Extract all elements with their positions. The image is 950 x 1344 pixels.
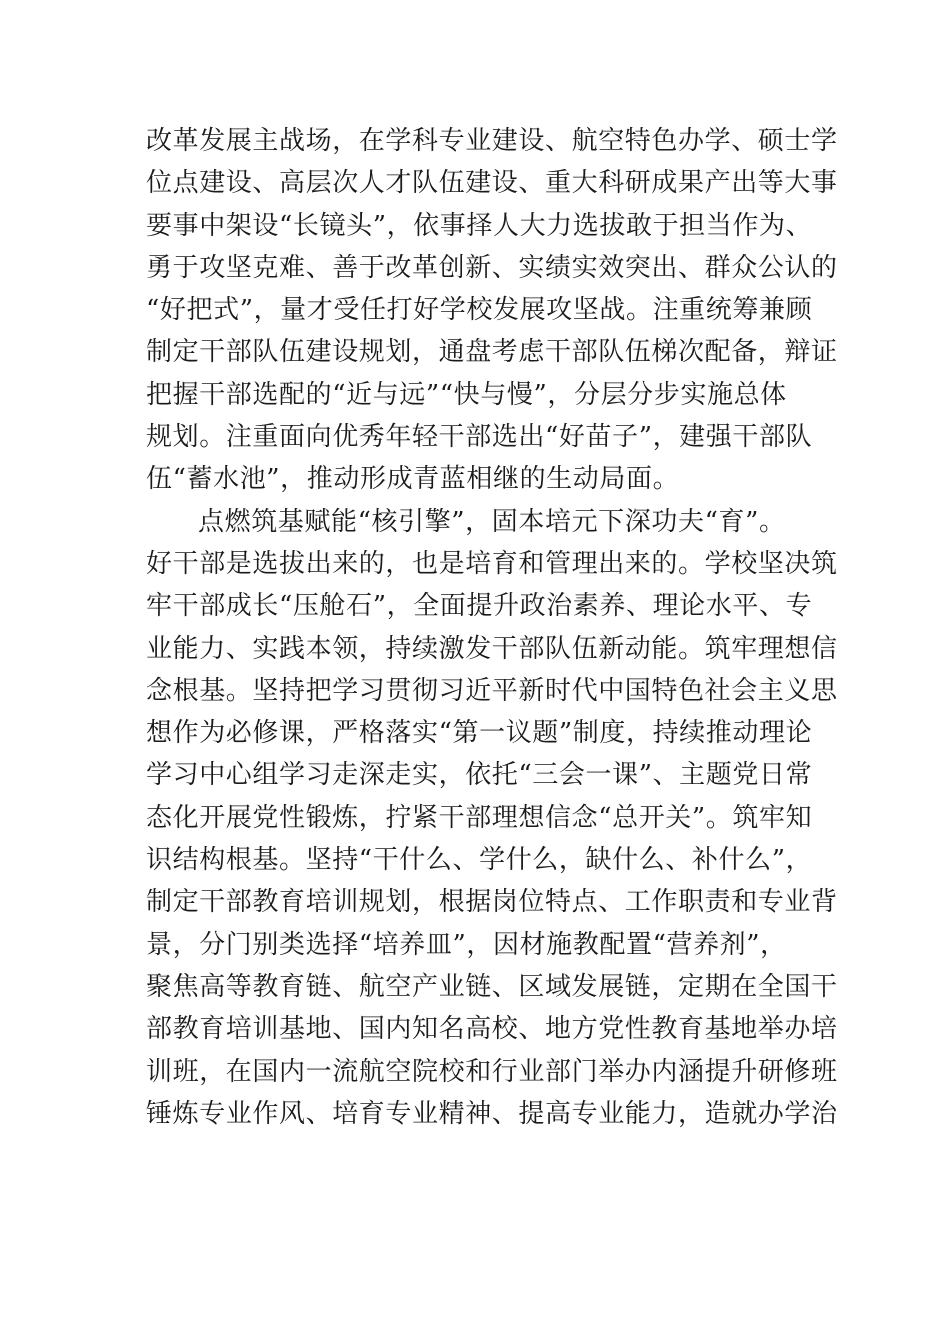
text-line: 业能力、实践本领，持续激发干部队伍新动能。筑牢理想信 [146, 633, 838, 664]
text-line: 部教育培训基地、国内知名高校、地方党性教育基地举办培 [146, 1014, 838, 1045]
text-line: 制定干部队伍建设规划，通盘考虑干部队伍梯次配备，辩证 [146, 337, 838, 368]
text-line: 学习中心组学习走深走实，依托“三会一课”、主题党日常 [146, 760, 813, 791]
text-line: 想作为必修课，严格落实“第一议题”制度，持续推动理论 [146, 718, 813, 749]
text-line: 聚焦高等教育链、航空产业链、区域发展链，定期在全国干 [146, 971, 838, 1002]
text-line: 位点建设、高层次人才队伍建设、重大科研成果产出等大事 [146, 168, 838, 199]
text-line: 识结构根基。坚持“干什么、学什么，缺什么、补什么”， [146, 845, 813, 876]
text-line: 规划。注重面向优秀年轻干部选出“好苗子”，建强干部队 [146, 422, 813, 453]
text-line: 勇于攻坚克难、善于改革创新、实绩实效突出、群众公认的 [146, 252, 838, 283]
text-line: 制定干部教育培训规划，根据岗位特点、工作职责和专业背 [146, 887, 838, 918]
text-line: 好干部是选拔出来的，也是培育和管理出来的。学校坚决筑 [146, 548, 838, 579]
text-line: 锤炼专业作风、培育专业精神、提高专业能力，造就办学治 [146, 1098, 838, 1129]
text-line: 把握干部选配的“近与远”“快与慢”，分层分步实施总体 [146, 379, 787, 410]
text-line: 景，分门别类选择“培养皿”，因材施教配置“营养剂”， [146, 929, 787, 960]
body-text [146, 120, 838, 1135]
text-line: 训班，在国内一流航空院校和行业部门举办内涵提升研修班 [146, 1056, 838, 1087]
text-line: 改革发展主战场，在学科专业建设、航空特色办学、硕士学 [146, 126, 838, 156]
text-line: 牢干部成长“压舱石”，全面提升政治素养、理论水平、专 [146, 591, 813, 622]
text-line: 念根基。坚持把学习贯彻习近平新时代中国特色社会主义思 [146, 675, 838, 706]
text-line: “好把式”，量才受任打好学校发展攻坚战。注重统筹兼顾 [146, 295, 813, 326]
text-line: 要事中架设“长镜头”，依事择人大力选拔敢于担当作为、 [146, 210, 813, 241]
text-line: 态化开展党性锻炼，拧紧干部理想信念“总开关”。筑牢知 [146, 802, 813, 833]
text-line: 伍“蓄水池”，推动形成青蓝相继的生动局面。 [146, 464, 680, 495]
paragraph-start-line: 点燃筑基赋能“核引擎”，固本培元下深功夫“育”。 [198, 506, 786, 537]
